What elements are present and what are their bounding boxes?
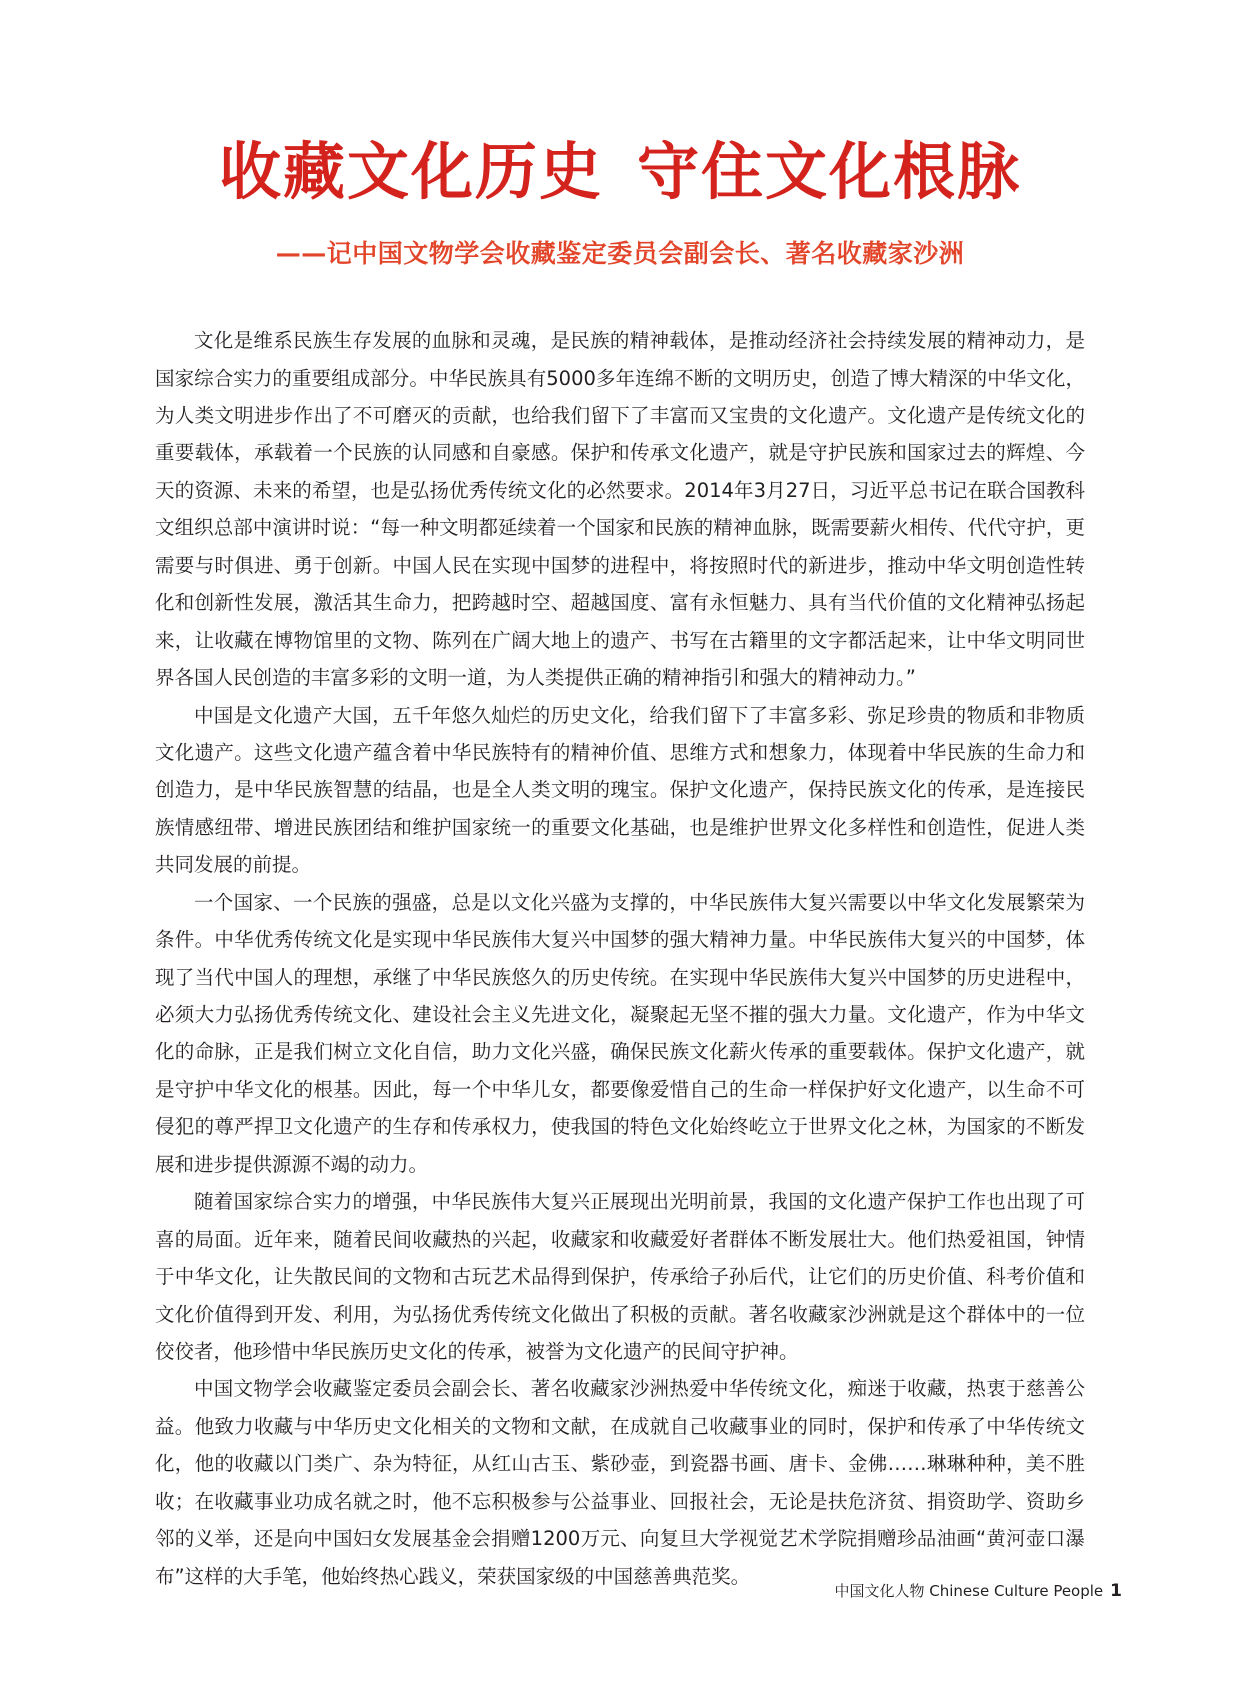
page-number: 1 bbox=[1110, 1581, 1122, 1601]
footer-publication-name: 中国文化人物 Chinese Culture People bbox=[834, 1582, 1104, 1600]
article-subtitle: ——记中国文物学会收藏鉴定委员会副会长、著名收藏家沙洲 bbox=[275, 239, 965, 269]
page-title bbox=[0, 135, 1240, 208]
article-header bbox=[0, 0, 1240, 270]
page-footer bbox=[834, 1580, 1122, 1601]
paragraph: 中国文物学会收藏鉴定委员会副会长、著名收藏家沙洲热爱中华传统文化，痴迷于收藏，热衷于慈善公益。他致力收藏与中华历史文化相关的文物和文献，在成就自己收藏事业的同时，保护和传承了中华传统文化，他的收藏以门类广、杂为特征，从红山古玉、紫砂壶，到瓷器书画、唐卡、金佛……琳琳种种，美不胜收；在收藏事业功成名就之时，他不忘积极参与公益事业、回报社会，无论是扶危济贫、捐资助学、资助乡邻的义举，还是向中国妇女发展基金会捐赠1200万元、向复旦大学视觉艺术学院捐赠珍品油画“黄河壶口瀑布”这样的大手笔，他始终热心践义，荣获国家级的中国慈善典范奖。 bbox=[155, 1377, 1085, 1588]
paragraph: 随着国家综合实力的增强，中华民族伟大复兴正展现出光明前景，我国的文化遗产保护工作也出现了可喜的局面。近年来，随着民间收藏热的兴起，收藏家和收藏爱好者群体不断发展壮大。他们热爱祖国，钟情于中华文化，让失散民间的文物和古玩艺术品得到保护，传承给子孙后代，让它们的历史价值、科考价值和文化价值得到开发、利用，为弘扬优秀传统文化做出了积极的贡献。著名收藏家沙洲就是这个群体中的一位佼佼者，他珍惜中华民族历史文化的传承，被誉为文化遗产的民间守护神。 bbox=[155, 1190, 1085, 1363]
paragraph: 中国是文化遗产大国，五千年悠久灿烂的历史文化，给我们留下了丰富多彩、弥足珍贵的物质和非物质文化遗产。这些文化遗产蕴含着中华民族特有的精神价值、思维方式和想象力，体现着中华民族的生命力和创造力，是中华民族智慧的结晶，也是全人类文明的瑰宝。保护文化遗产，保持民族文化的传承，是连接民族情感纽带、增进民族团结和维护国家统一的重要文化基础，也是维护世界文化多样性和创造性，促进人类共同发展的前提。 bbox=[155, 703, 1085, 877]
article-body bbox=[155, 270, 1085, 1595]
page-title-part2: 守住文化根脉 bbox=[637, 135, 1022, 208]
page-title-part1: 收藏文化历史 bbox=[218, 135, 603, 208]
paragraph: 一个国家、一个民族的强盛，总是以文化兴盛为支撑的，中华民族伟大复兴需要以中华文化发展繁荣为条件。中华优秀传统文化是实现中华民族伟大复兴中国梦的强大精神力量。中华民族伟大复兴的中国梦，体现了当代中国人的理想，承继了中华民族悠久的历史传统。在实现中华民族伟大复兴中国梦的历史进程中，必须大力弘扬优秀传统文化、建设社会主义先进文化，凝聚起无坚不摧的强大力量。文化遗产，作为中华文化的命脉，正是我们树立文化自信，助力文化兴盛，确保民族文化薪火传承的重要载体。保护文化遗产，就是守护中华文化的根基。因此，每一个中华儿女，都要像爱惜自己的生命一样保护好文化遗产，以生命不可侵犯的尊严捍卫文化遗产的生存和传承权力，使我国的特色文化始终屹立于世界文化之林，为国家的不断发展和进步提供源源不竭的动力。 bbox=[155, 890, 1085, 1176]
paragraph: 文化是维系民族生存发展的血脉和灵魂，是民族的精神载体，是推动经济社会持续发展的精神动力，是国家综合实力的重要组成部分。中华民族具有5000多年连绵不断的文明历史，创造了博大精深的中华文化，为人类文明进步作出了不可磨灭的贡献，也给我们留下了丰富而又宝贵的文化遗产。文化遗产是传统文化的重要载体，承载着一个民族的认同感和自豪感。保护和传承文化遗产，就是守护民族和国家过去的辉煌、今天的资源、未来的希望，也是弘扬优秀传统文化的必然要求。2014年3月27日，习近平总书记在联合国教科文组织总部中演讲时说：“每一种文明都延续着一个国家和民族的精神血脉，既需要薪火相传、代代守护，更需要与时俱进、勇于创新。中国人民在实现中国梦的进程中，将按照时代的新进步，推动中华文明创造性转化和创新性发展，激活其生命力，把跨越时空、超越国度、富有永恒魅力、具有当代价值的文化精神弘扬起来，让收藏在博物馆里的文物、陈列在广阔大地上的遗产、书写在古籍里的文字都活起来，让中华文明同世界各国人民创造的丰富多彩的文明一道，为人类提供正确的精神指引和强大的精神动力。” bbox=[155, 329, 1085, 690]
